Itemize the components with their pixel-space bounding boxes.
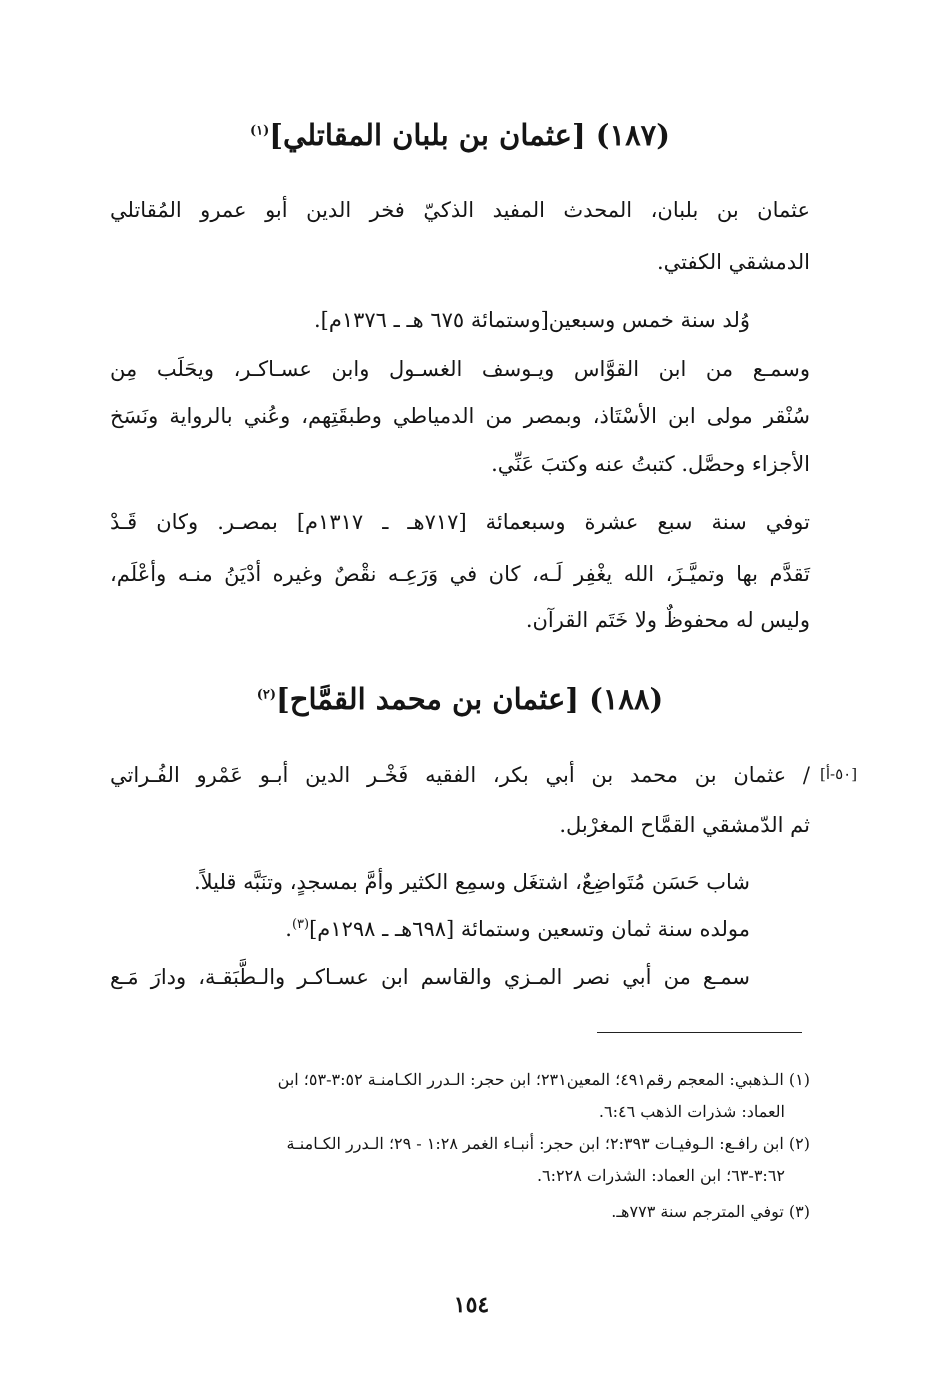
footnote-2-line-1: (٢) ابن رافـع: الـوفيـات ٢:٣٩٣؛ ابن حجر: أنبـاء الغمر ١:٢٨ - ٢٩؛ الـدرر الكـامنـة [286, 1134, 810, 1153]
footnote-ref-1: (١) [250, 123, 270, 139]
entry-187-line-7: توفي سنة سبع عشرة وسبعمائة [٧١٧هـ ـ ١٣١٧م] بمصـر. وكان قَـدْ [110, 510, 810, 534]
entry-187-line-5: سُنْقر مولى ابن الأسْتَاذ، وبمصر من الدمياطي وطبقَتِهم، وعُني بالرواية ونَسَخ [110, 404, 810, 428]
footnote-ref-2: (٢) [256, 687, 277, 703]
entry-187-title: (١٨٧) [عثمان بن بلبان المقاتلي]$^{(١)}$ [250, 118, 670, 152]
footnote-divider [597, 1032, 802, 1033]
folio-margin-note: [٥٠-أ] [820, 765, 858, 783]
footnote-3: (٣) توفي المترجم سنة ٧٧٣هـ. [611, 1202, 810, 1221]
entry-187-line-1: عثمان بن بلبان، المحدث المفيد الذكيّ فخر الدين أبو عمرو المُقاتلي [110, 198, 810, 222]
entry-187-line-9: وليس له محفوظٌ ولا خَتَم القرآن. [525, 608, 810, 632]
entry-187-line-2: الدمشقي الكفتي. [656, 250, 810, 274]
entry-187-line-4: وسمـع من ابن القوَّاس ويـوسف الغسـول وابن عسـاكـر، ويحَلَب مِن [110, 357, 810, 381]
entry-188-line-2: ثم الدّمشقي القمَّاح المغرْبل. [559, 813, 810, 837]
entry-188-line-3: شاب حَسَن مُتَواضِعٌ، اشتغَل وسمِع الكثير وأمَّ بمسجدٍ، وتنَبَّه قليلاً. [193, 870, 750, 894]
footnote-1-line-2: العماد: شذرات الذهب ٦:٤٦. [598, 1102, 785, 1121]
entry-188-line-4: مولده سنة ثمان وتسعين وستمائة [٦٩٨هـ ـ ١٢٩٨م]$^{(٣)}$. [285, 917, 750, 941]
footnote-1-line-1: (١) الـذهبي: المعجم رقم٤٩١؛ المعين٢٣١؛ ابن حجر: الـدرر الكـامنـة ٣:٥٢-٥٣؛ ابن [277, 1070, 810, 1089]
entry-188-line-5: سمـع من أبي نصر المـزي والقاسم ابن عسـاكـر والـطَّبَقـة، ودارَ مَـع [110, 965, 750, 989]
page-number: ١٥٤ [453, 1292, 490, 1318]
footnote-ref-3: (٣) [291, 917, 310, 932]
entry-188-title: (١٨٨) [عثمان بن محمد القمَّاح]$^{(٢)}$ [256, 682, 664, 716]
footnote-2-line-2: ٣:٦٢-٦٣؛ ابن العماد: الشذرات ٦:٢٢٨. [536, 1166, 785, 1185]
entry-187-line-6: الأجزاء وحصَّل. كتبتُ عنه وكتبَ عَنِّي. [491, 452, 810, 476]
entry-187-line-8: تَقدَّم بها وتميَّـزَ، الله يغْفِر لَـه، كان في وَرَعِـه نقْصٌ وغيره أدْيَنُ منـه وأعْلَم، [110, 562, 810, 586]
entry-188-line-1: / عثمان بن محمد بن أبي بكر، الفقيه فَخْـر الدين أبـو عَمْرو الفُـراتي [110, 763, 810, 787]
entry-187-line-3: وُلد سنة خمس وسبعين[وستمائة ٦٧٥ هـ ـ ١٣٧٦م]. [313, 308, 750, 332]
